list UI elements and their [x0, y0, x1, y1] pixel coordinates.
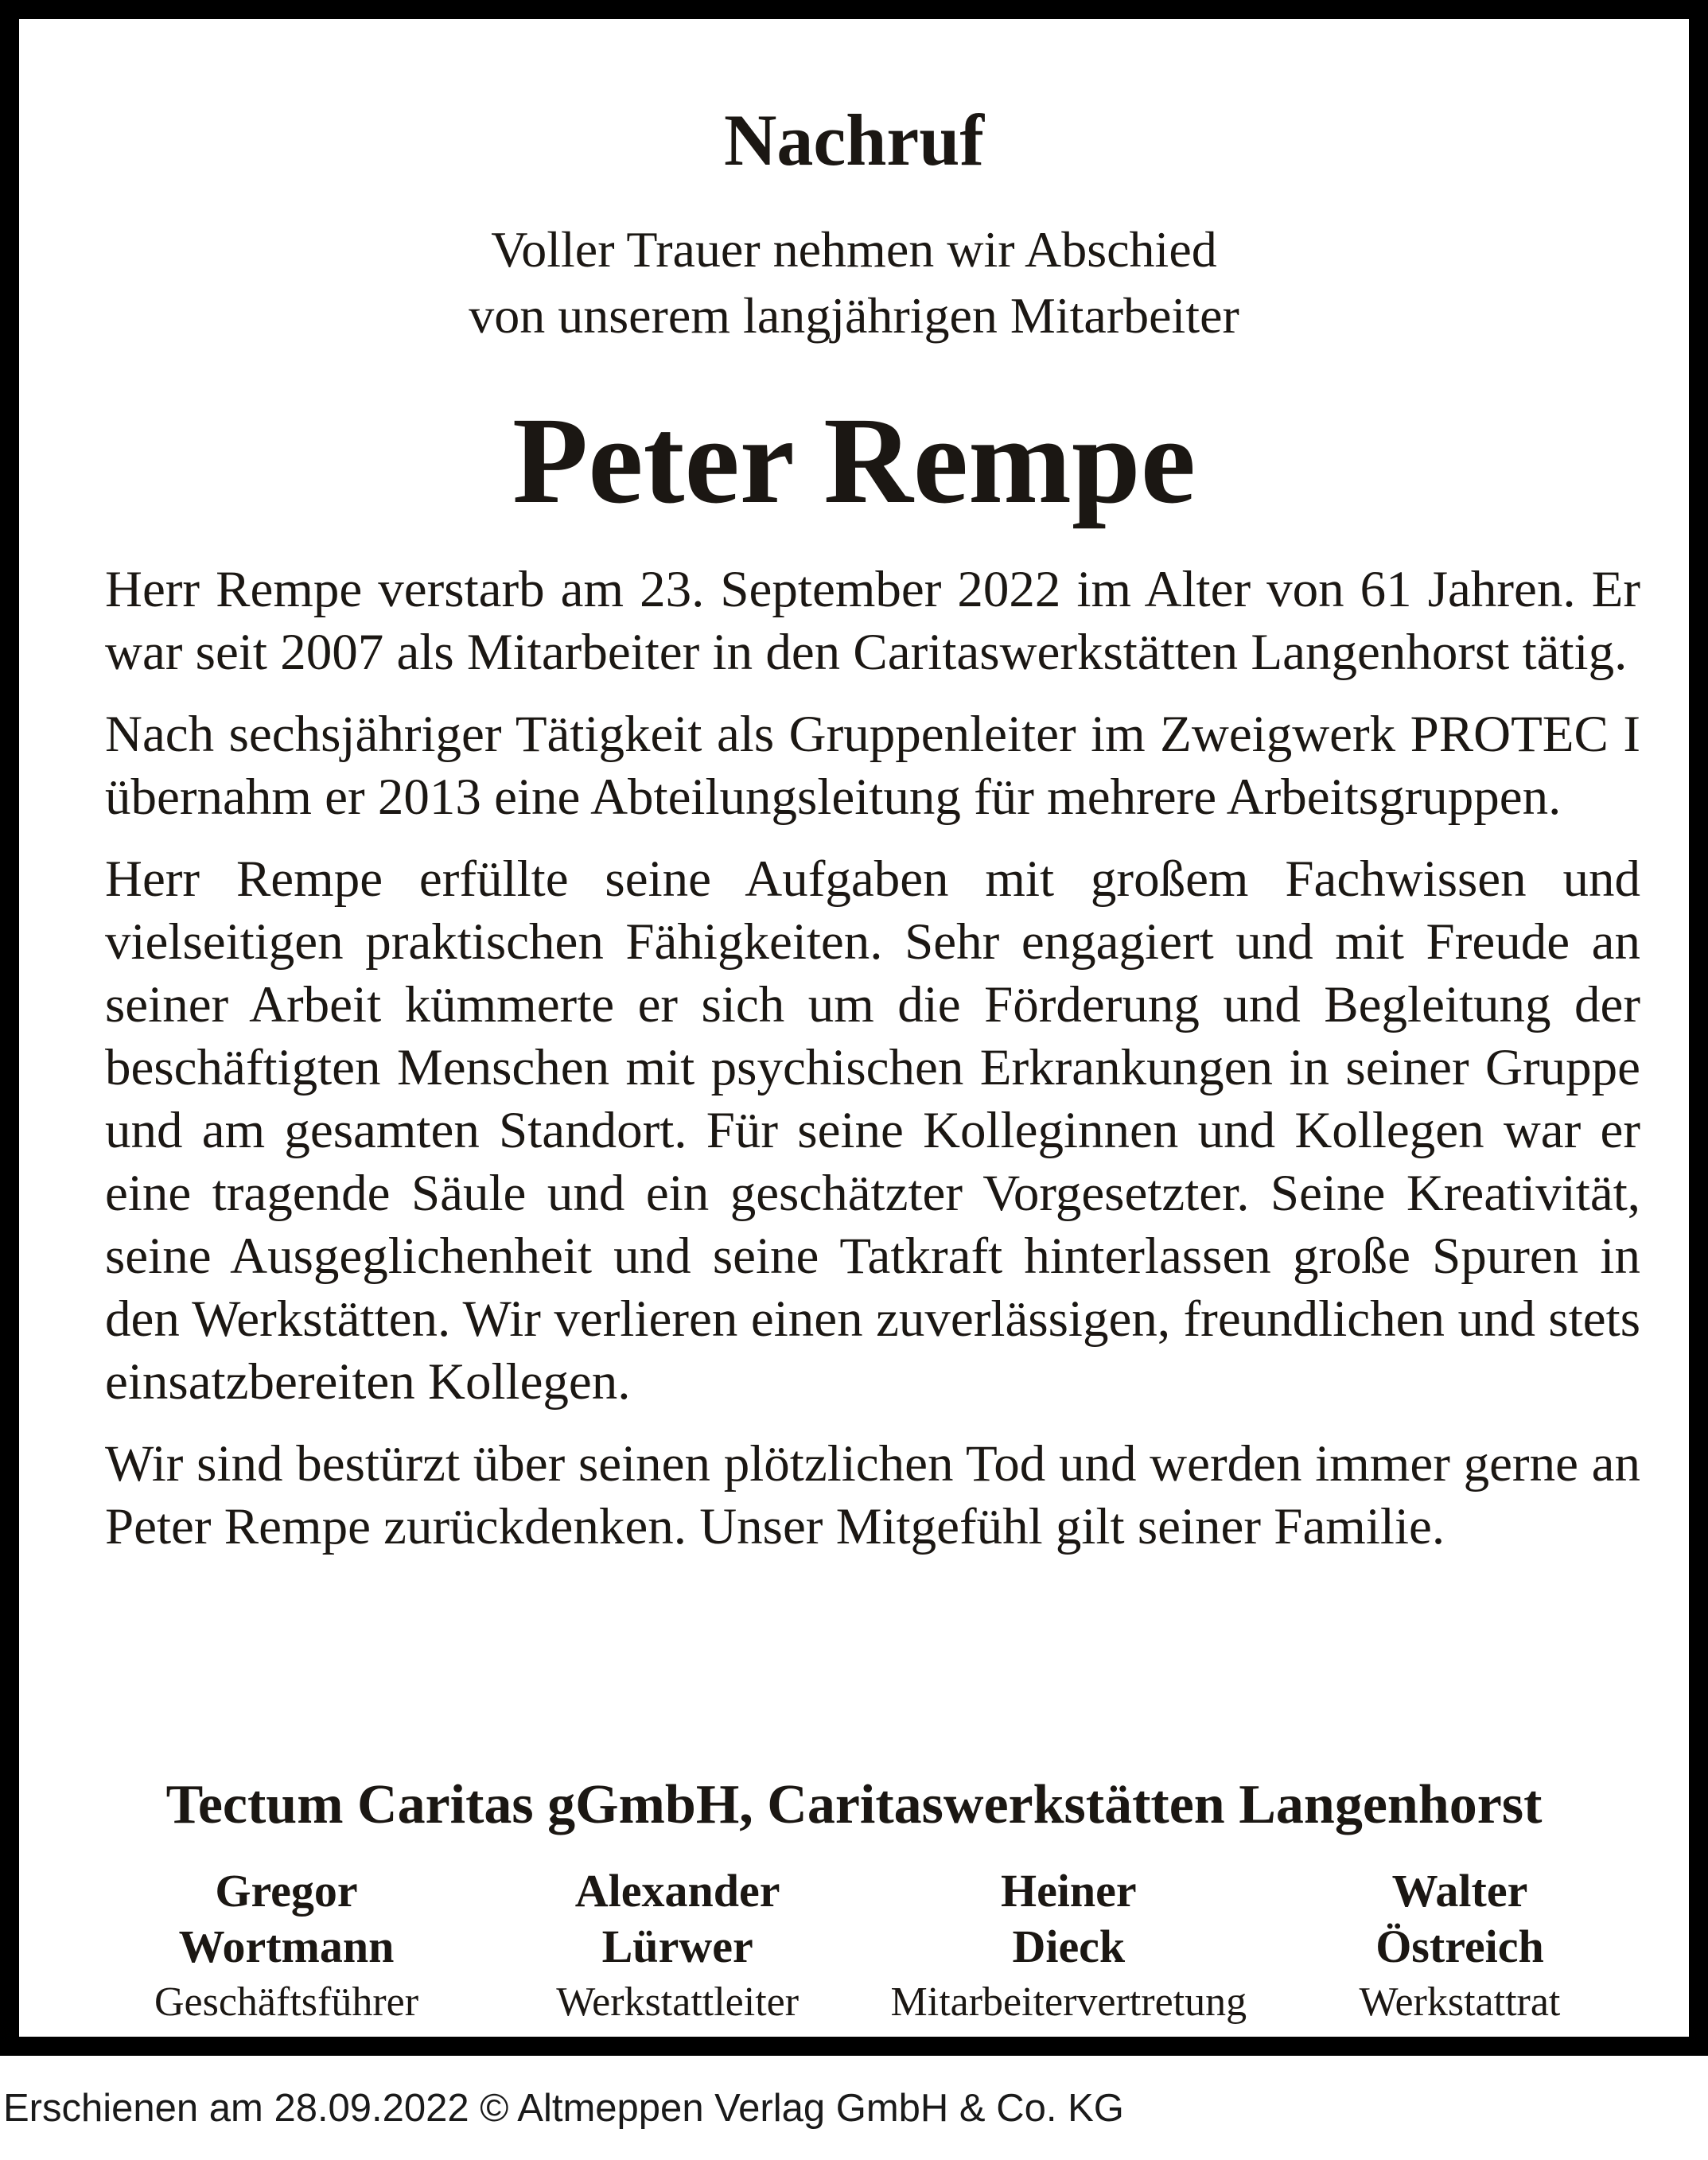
signer-last-name: Wortmann [178, 1921, 395, 1972]
signer-first-name: Gregor [215, 1865, 358, 1917]
signer-role: Mitarbeitervertretung [890, 1979, 1247, 2025]
notice-title: Nachruf [723, 99, 985, 181]
signer-first-name: Heiner [1000, 1865, 1137, 1917]
body-paragraph: Wir sind bestürzt über seinen plötzlichen Tod und werden immer gerne an Peter Rempe zurückdenken. Unser Mitgefühl gilt seiner Familie. [105, 1435, 1640, 1555]
signer [877, 1863, 1259, 2030]
notice-subtitle [19, 216, 1689, 348]
signer [95, 1863, 477, 2030]
obituary-body [105, 558, 1640, 1578]
signer-last-name: Dieck [1012, 1921, 1126, 1972]
subtitle-line: Voller Trauer nehmen wir Abschied [491, 221, 1217, 278]
signer-first-name: Alexander [574, 1865, 780, 1917]
body-paragraph: Nach sechsjähriger Tätigkeit als Gruppenleiter im Zweigwerk PROTEC I übernahm er 2013 eine Abteilungsleitung für mehrere Arbeitsgruppen. [105, 706, 1640, 826]
signer-last-name: Östreich [1375, 1921, 1544, 1972]
organization-name: Tectum Caritas gGmbH, Caritaswerkstätten Langenhorst [165, 1774, 1543, 1835]
signer [1269, 1863, 1651, 2030]
signer-first-name: Walter [1391, 1865, 1528, 1917]
signer-role: Geschäftsführer [154, 1979, 419, 2025]
signer-last-name: Lürwer [601, 1921, 753, 1972]
body-paragraph: Herr Rempe erfüllte seine Aufgaben mit großem Fachwissen und vielseitigen praktischen Fähigkeiten. Sehr engagiert und mit Freude an seiner Arbeit kümmerte er sich um die Förderung und Begleitung der beschäftigten Menschen mit psychischen Erkrankungen in seiner Gruppe und am gesamten Standort. Für seine Kolleginnen und Kollegen war er eine tragende Säule und ein geschätzter Vorgesetzter. Seine Kreativität, seine Ausgeglichenheit und seine Tatkraft hinterlassen große Spuren in den Werkstätten. Wir verlieren einen zuverlässigen, freundlichen und stets einsatzbereiten Kollegen. [105, 850, 1640, 1411]
body-paragraph: Herr Rempe verstarb am 23. September 2022 im Alter von 61 Jahren. Er war seit 2007 als Mitarbeiter in den Caritaswerkstätten Langenhorst tätig. [105, 561, 1640, 681]
signer [487, 1863, 869, 2030]
signers-row [95, 1863, 1651, 2030]
signer-role: Werkstattleiter [556, 1979, 800, 2025]
subtitle-line: von unserem langjährigen Mitarbeiter [469, 287, 1239, 344]
signer-role: Werkstattrat [1359, 1979, 1561, 2025]
publication-note: Erschienen am 28.09.2022 © Altmeppen Verlag GmbH & Co. KG [3, 2087, 1124, 2130]
deceased-name: Peter Rempe [512, 391, 1196, 529]
